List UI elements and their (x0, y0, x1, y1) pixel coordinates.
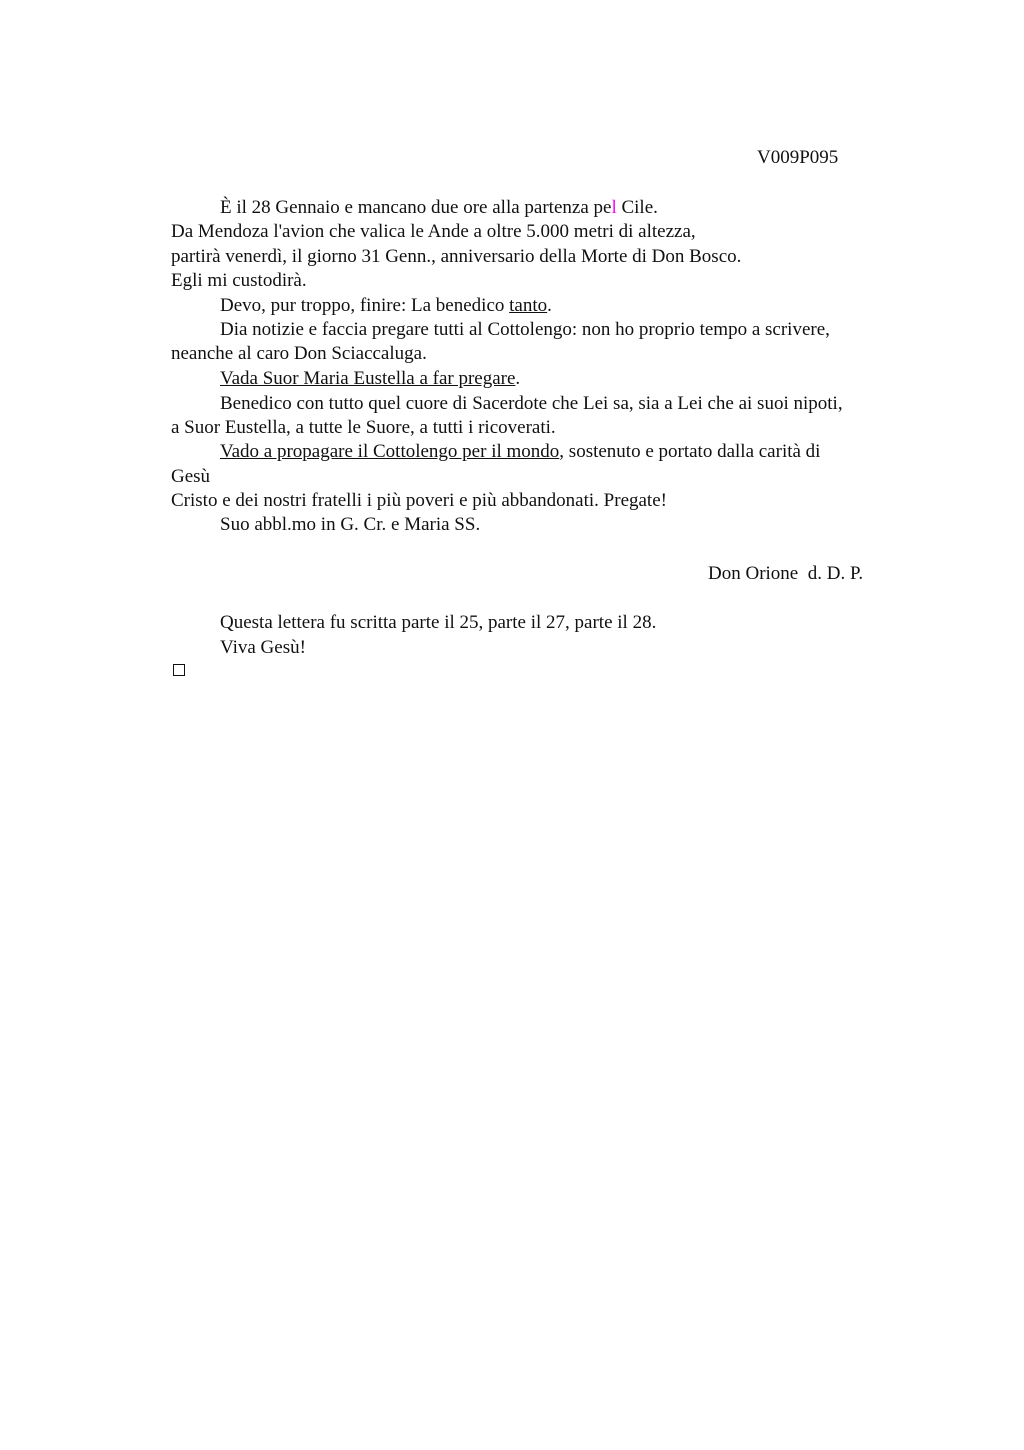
letter-line-7: neanche al caro Don Sciaccaluga. (171, 343, 427, 364)
letter-line-6: Dia notizie e faccia pregare tutti al Cottolengo: non ho proprio tempo a scrivere, (220, 319, 830, 340)
line-1-highlight: l (611, 197, 617, 218)
postscript-line-1: Questa lettera fu scritta parte il 25, parte il 27, parte il 28. (220, 612, 657, 633)
line-5-underlined: tanto (509, 295, 548, 316)
letter-line-13: Cristo e dei nostri fratelli i più poveri e più abbandonati. Pregate! (171, 490, 667, 511)
letter-line-9: Benedico con tutto quel cuore di Sacerdote che Lei sa, sia a Lei che ai suoi nipoti, (220, 393, 843, 414)
letter-line-12: Gesù (171, 466, 211, 487)
letter-line-5 (220, 294, 552, 318)
letter-line-10: a Suor Eustella, a tutte le Suore, a tutti i ricoverati. (171, 417, 556, 438)
line-8-end: . (515, 368, 521, 389)
line-5-end: . (547, 295, 552, 316)
letter-line-3: partirà venerdì, il giorno 31 Genn., anniversario della Morte di Don Bosco. (171, 246, 742, 267)
line-11-underlined: Vado a propagare il Cottolengo per il mondo (220, 441, 560, 462)
letter-line-8 (220, 367, 520, 391)
letter-line-4: Egli mi custodirà. (171, 270, 307, 291)
checkbox-square-icon (173, 664, 185, 676)
line-5-text: Devo, pur troppo, finire: La benedico (220, 295, 510, 316)
line-1-text: È il 28 Gennaio e mancano due ore alla partenza pe (220, 197, 612, 218)
page-id: V009P095 (757, 147, 839, 168)
line-1-end: Cile. (616, 197, 658, 218)
letter-line-2: Da Mendoza l'avion che valica le Ande a oltre 5.000 metri di altezza, (171, 221, 696, 242)
postscript-line-2: Viva Gesù! (220, 637, 306, 658)
line-8-underlined: Vada Suor Maria Eustella a far pregare (220, 368, 516, 389)
letter-line-14: Suo abbl.mo in G. Cr. e Maria SS. (220, 514, 481, 535)
line-11-end: , sostenuto e portato dalla carità di (559, 441, 821, 462)
letter-line-11 (220, 440, 820, 464)
signature: Don Orione d. D. P. (708, 563, 864, 584)
letter-line-1 (220, 196, 658, 220)
